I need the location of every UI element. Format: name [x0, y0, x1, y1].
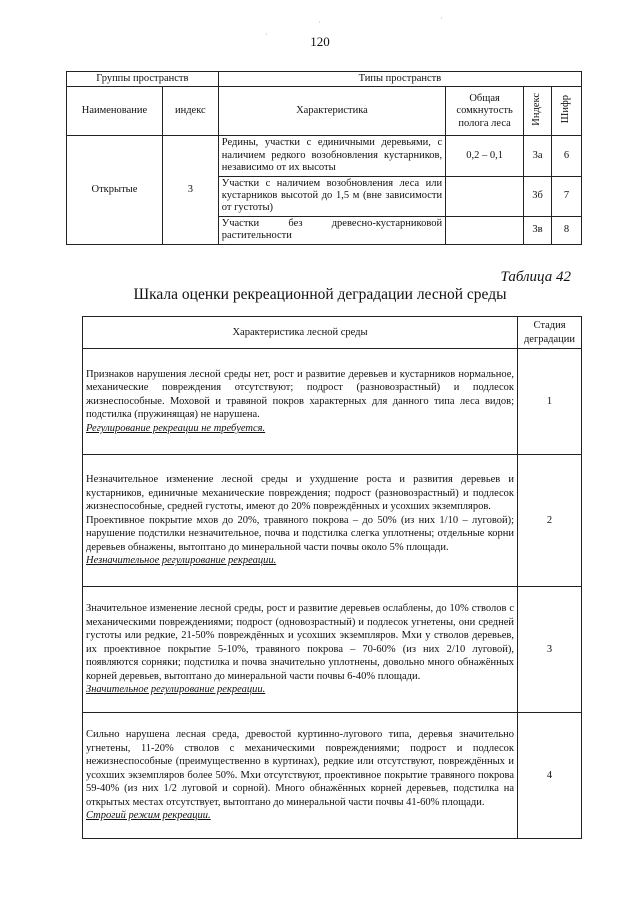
type-index-label: Индекс: [531, 92, 543, 126]
scan-speck: ·: [265, 30, 268, 39]
type-characteristic: Редины, участки с единичными деревьями, с наличием редкого возобновления кустарников, независимо от их высоты: [218, 136, 445, 176]
scan-speck: ·: [318, 18, 321, 27]
type-density: [446, 216, 524, 244]
stage-description: [83, 713, 518, 839]
description-text: Сильно нарушена лесная среда, древостой куртинно-лугового типа, деревья значительно угнетены, 11-20% стволов с механическими повреждениями; подрост и подлесок нежизнеспособные (преимущественно в куртинах), редкие или отсутствуют, повреждённых и усохших экземпляров более 50%. Мхи отсутствуют, проективное покрытие травяного покрова 59-40% (из них 1/2 луговой и сорной). Много обнажённых корней деревьев, подстилка на открытых местах отсутствует, вытоптано до минеральной части почвы 41-60% площади.: [86, 728, 515, 808]
type-index: 3б: [524, 176, 552, 216]
col-type-index-header: [524, 87, 552, 136]
type-code: 7: [552, 176, 582, 216]
type-index: 3а: [524, 136, 552, 176]
code-label: Шифр: [560, 95, 572, 124]
types-header: Типы пространств: [218, 72, 581, 87]
col-code-header: [552, 87, 582, 136]
col-characteristic-header: Характеристика лесной среды: [83, 317, 518, 349]
stage-number: 4: [518, 713, 582, 839]
group-index: 3: [162, 136, 218, 244]
col-stage-header: Стадия деградации: [518, 317, 582, 349]
stage-description: [83, 349, 518, 455]
stage-description: [83, 587, 518, 713]
regulation-text: Регулирование рекреации не требуется.: [86, 422, 266, 434]
table-row: [83, 455, 582, 587]
stage-number: 2: [518, 455, 582, 587]
type-density: 0,2 – 0,1: [446, 136, 524, 176]
type-code: 6: [552, 136, 582, 176]
type-index: 3в: [524, 216, 552, 244]
table-row: [67, 136, 582, 176]
groups-header: Группы пространств: [67, 72, 219, 87]
description-text: Значительное изменение лесной среды, рост и развитие деревьев ослаблены, до 10% стволов с механическими повреждениями; подрост (одновозрастный) и подлесок угнетены, они средней густоты или редкие, 21-50% повреждённых и усохших экземпляров. Мхи у стволов деревьев, их проективное покрытие 5-10%, травяного покрова – 70-60% (из них 2/10 луговой), появляются сорняки; подстилка и почва значительно уплотнены, довольно много обнажённых корней деревьев, вытоптано до минеральной части почвы 6-40% площади.: [86, 602, 515, 682]
regulation-text: Незначительное регулирование рекреации.: [86, 555, 277, 567]
stage-description: [83, 455, 518, 587]
regulation-text: Значительное регулирование рекреации.: [86, 684, 266, 696]
type-code: 8: [552, 216, 582, 244]
col-characteristic-header: Характеристика: [218, 87, 445, 136]
description-text: Признаков нарушения лесной среды нет, рост и развитие деревьев и кустарников нормальное, механические повреждения отсутствуют; подрост (разновозрастный) и подлесок жизнеспособные. Моховой и травяной покров характерных для данного типа леса видов; подстилка (пружинящая) не нарушена.: [86, 368, 515, 421]
stage-number: 1: [518, 349, 582, 455]
col-name-header: Наименование: [67, 87, 163, 136]
col-density-header: Общая сомкнутость полога леса: [446, 87, 524, 136]
table-row: [83, 713, 582, 839]
group-name: Открытые: [67, 136, 163, 244]
description-text: Незначительное изменение лесной среды и ухудшение роста и развития деревьев и кустарников, единичные механические повреждения; подрост (разновозрастный) и подлесок жизнеспособные, средней густоты, имеют до 20% повреждённых и усохших экземпляров.: [86, 473, 515, 513]
page-number: 120: [310, 34, 330, 49]
degradation-table: [82, 316, 582, 839]
type-characteristic: Участки без древесно-кустарниковой растительности: [218, 216, 445, 244]
table-title: Шкала оценки рекреационной деградации лесной среды: [133, 286, 507, 303]
spaces-table: [66, 71, 582, 245]
regulation-text: Строгий режим рекреации.: [86, 810, 211, 822]
table-row: [83, 587, 582, 713]
stage-number: 3: [518, 587, 582, 713]
description-text-2: Проективное покрытие мхов до 20%, травяного покрова – до 50% (из них 1/10 – луговой); нарушение подстилки незначительное, почва и подстилка слегка уплотнены; отдельные корни деревьев обнажены, вытоптано до минеральной части почвы около 5% площади.: [86, 514, 515, 553]
col-index-header: индекс: [162, 87, 218, 136]
type-density: [446, 176, 524, 216]
type-characteristic: Участки с наличием возобновления леса или кустарников высотой до 1,5 м (вне зависимости от густоты): [218, 176, 445, 216]
scan-speck: ·: [440, 14, 443, 23]
table-row: [83, 349, 582, 455]
table-caption: Таблица 42: [500, 269, 571, 285]
